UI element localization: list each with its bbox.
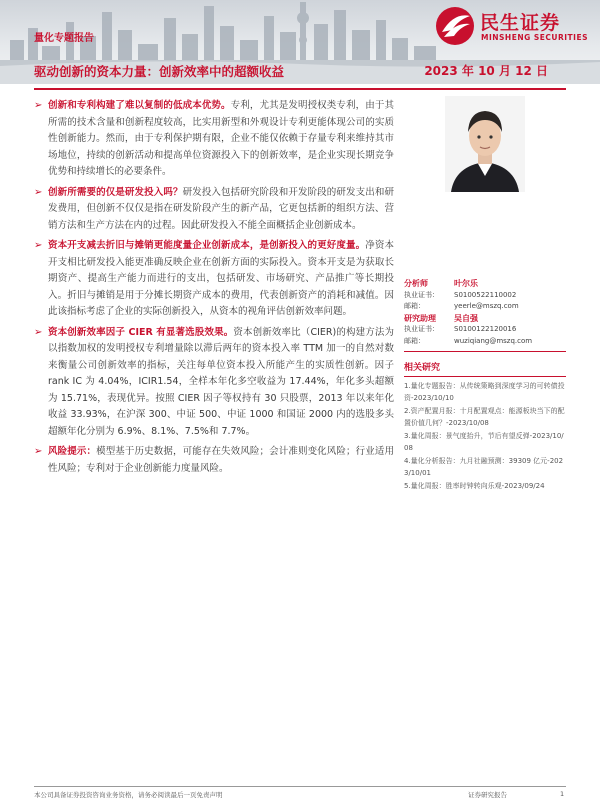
bullet-text: 研发投入包括研究阶段和开发阶段的研发支出和研发费用，但创新不仅仅是指在研发阶段产生的新产品，它更包括新的组织方法、营销方法和生产方法在内的过程。因此研发投入不能全面概括企业创新成本。: [48, 186, 394, 231]
report-title: 驱动创新的资本力量：创新效率中的超额收益: [34, 64, 285, 79]
bullet-lead: 资本开支减去折旧与摊销更能度量企业创新成本，是创新投入的更好度量。: [48, 240, 366, 251]
page-number: 1: [560, 790, 565, 798]
mail-address[interactable]: wuziqiang@mszq.com: [454, 336, 533, 345]
related-research-item[interactable]: 2.资产配置月报：十月配置观点：能源板块当下的配置价值几何？-2023/10/08: [404, 407, 565, 427]
bullet-text: 模型基于历史数据，可能存在失效风险；会计准则变化风险；行业适用性风险；专利对于企业创新能力度量风险。: [48, 446, 394, 474]
analyst-name-row: [404, 313, 566, 325]
bullet-arrow-icon: ➢: [34, 240, 43, 251]
bullet-arrow-icon: ➢: [34, 100, 43, 111]
mail-address[interactable]: yeerle@mszq.com: [454, 302, 519, 310]
cert-label: 执业证书：: [404, 290, 439, 299]
bullet-arrow-icon: ➢: [34, 326, 43, 338]
cert-label: 执业证书：: [404, 325, 439, 333]
cert-number: S0100522110002: [454, 290, 517, 299]
summary-bullet: [34, 98, 394, 181]
sidebar-divider: [404, 351, 566, 352]
cert-number: S0100122120016: [454, 325, 517, 333]
analyst-name-row: [404, 278, 566, 290]
bullet-lead: 资本创新效率因子 CIER 有显著选股效果。: [48, 326, 234, 338]
analyst-role: 分析师: [404, 279, 428, 288]
bullet-arrow-icon: ➢: [34, 446, 43, 457]
analyst-mail-row: [404, 301, 566, 313]
footer-divider: [34, 786, 566, 787]
bullet-text: 净资本开支相比研发投入能更准确反映企业在创新方面的实际投入。资本开支是为获取长期资产、提高生产能力而进行的支出，包括研发、市场研究、产品推广等长期投入。折旧与摊销是用于分摊长期资产成本的费用，代表创新资产的消耗和减值。因此该指标考虑了企业的实际创新投入，从资本的视角评估创新效率问题。: [48, 240, 394, 317]
analyst-name: 叶尔乐: [454, 279, 478, 288]
summary-section: [34, 98, 394, 481]
report-date: 2023 年 10 月 12 日: [424, 64, 548, 78]
bullet-lead: 创新所需要的仅是研发投入吗？: [48, 186, 183, 198]
sidebar: [404, 96, 566, 495]
bullet-text: 资本创新效率比（CIER)的构建方法为以指数加权的发明授权专利增量除以滞后两年的资本投入率 TTM 加一的自然对数来衡量公司创新效率的指标，关注每单位资本投入所能产生的实质性创新。因子 rank IC 为 4.04%，ICIR1.54，全样本年化多空收益为 17.44%，年化多头超额为 15.71%，表现优异。按照 CIER 因子等权持有 30 只股票，2013 年以来年化收益 33.93%，在沪深 300、中证 500、中证 1000 和国证 2000 内的选股多头超额年化分别为 6.9%、8.1%、7.5%和 7.7%。: [48, 326, 394, 437]
analyst-cert-row: [404, 290, 566, 302]
bullet-lead: 风险提示：: [48, 446, 97, 457]
header-banner: [0, 0, 600, 84]
analyst-list: [404, 278, 566, 352]
summary-bullet: [34, 238, 394, 321]
logo-english-name: MINSHENG SECURITIES: [481, 33, 588, 42]
header-divider: [34, 88, 566, 90]
bullet-text: 专利，尤其是发明授权类专利，由于其所需的技术含量和创新程度较高，比实用新型和外观设计专利更能体现公司的实质性创新能力。然而，由于专利保护期有限，企业不能仅依赖于存量专利来维持其市场地位，持续的创新活动和提高单位资源投入下的创新效率，是企业实现长期竞争优势和持续增长的必要条件。: [48, 100, 394, 177]
summary-bullet: [34, 185, 394, 235]
footer-disclaimer: 本公司具备证券投资咨询业务资格，请务必阅读最后一页免责声明: [34, 791, 223, 799]
related-research-item[interactable]: 4.量化分析报告：九月社融预测：39309 亿元-2023/10/01: [404, 457, 564, 477]
summary-bullet: [34, 325, 394, 441]
analyst-photo: [445, 96, 525, 192]
bullet-arrow-icon: ➢: [34, 186, 43, 198]
summary-bullet: [34, 444, 394, 477]
report-type-label: 量化专题报告: [34, 33, 94, 44]
footer-label: 证券研究报告: [468, 791, 507, 799]
related-research-item[interactable]: 3.量化周报：景气度抬升，节后有望反弹-2023/10/08: [404, 432, 564, 452]
analyst-mail-row: [404, 336, 566, 348]
mail-label: 邮箱：: [404, 302, 425, 310]
logo-chinese-name: 民生证券: [480, 12, 561, 34]
related-research-item[interactable]: 5.量化周报：胜率时钟转向乐观-2023/09/24: [404, 482, 545, 491]
minsheng-securities-logo: [434, 4, 588, 48]
minsheng-logo-mark-icon: [434, 6, 476, 46]
bullet-lead: 创新和专利构建了难以复制的低成本优势。: [48, 100, 231, 111]
related-research-title: 相关研究: [404, 363, 441, 373]
analyst-cert-row: [404, 324, 566, 336]
analyst-role: 研究助理: [404, 313, 436, 323]
mail-label: 邮箱：: [404, 336, 425, 345]
analyst-name: 吴自强: [454, 313, 478, 323]
related-research-item[interactable]: 1.量化专题报告：从传统策略到深度学习的可转债投资-2023/10/10: [404, 382, 565, 402]
related-research-divider: [404, 376, 566, 377]
